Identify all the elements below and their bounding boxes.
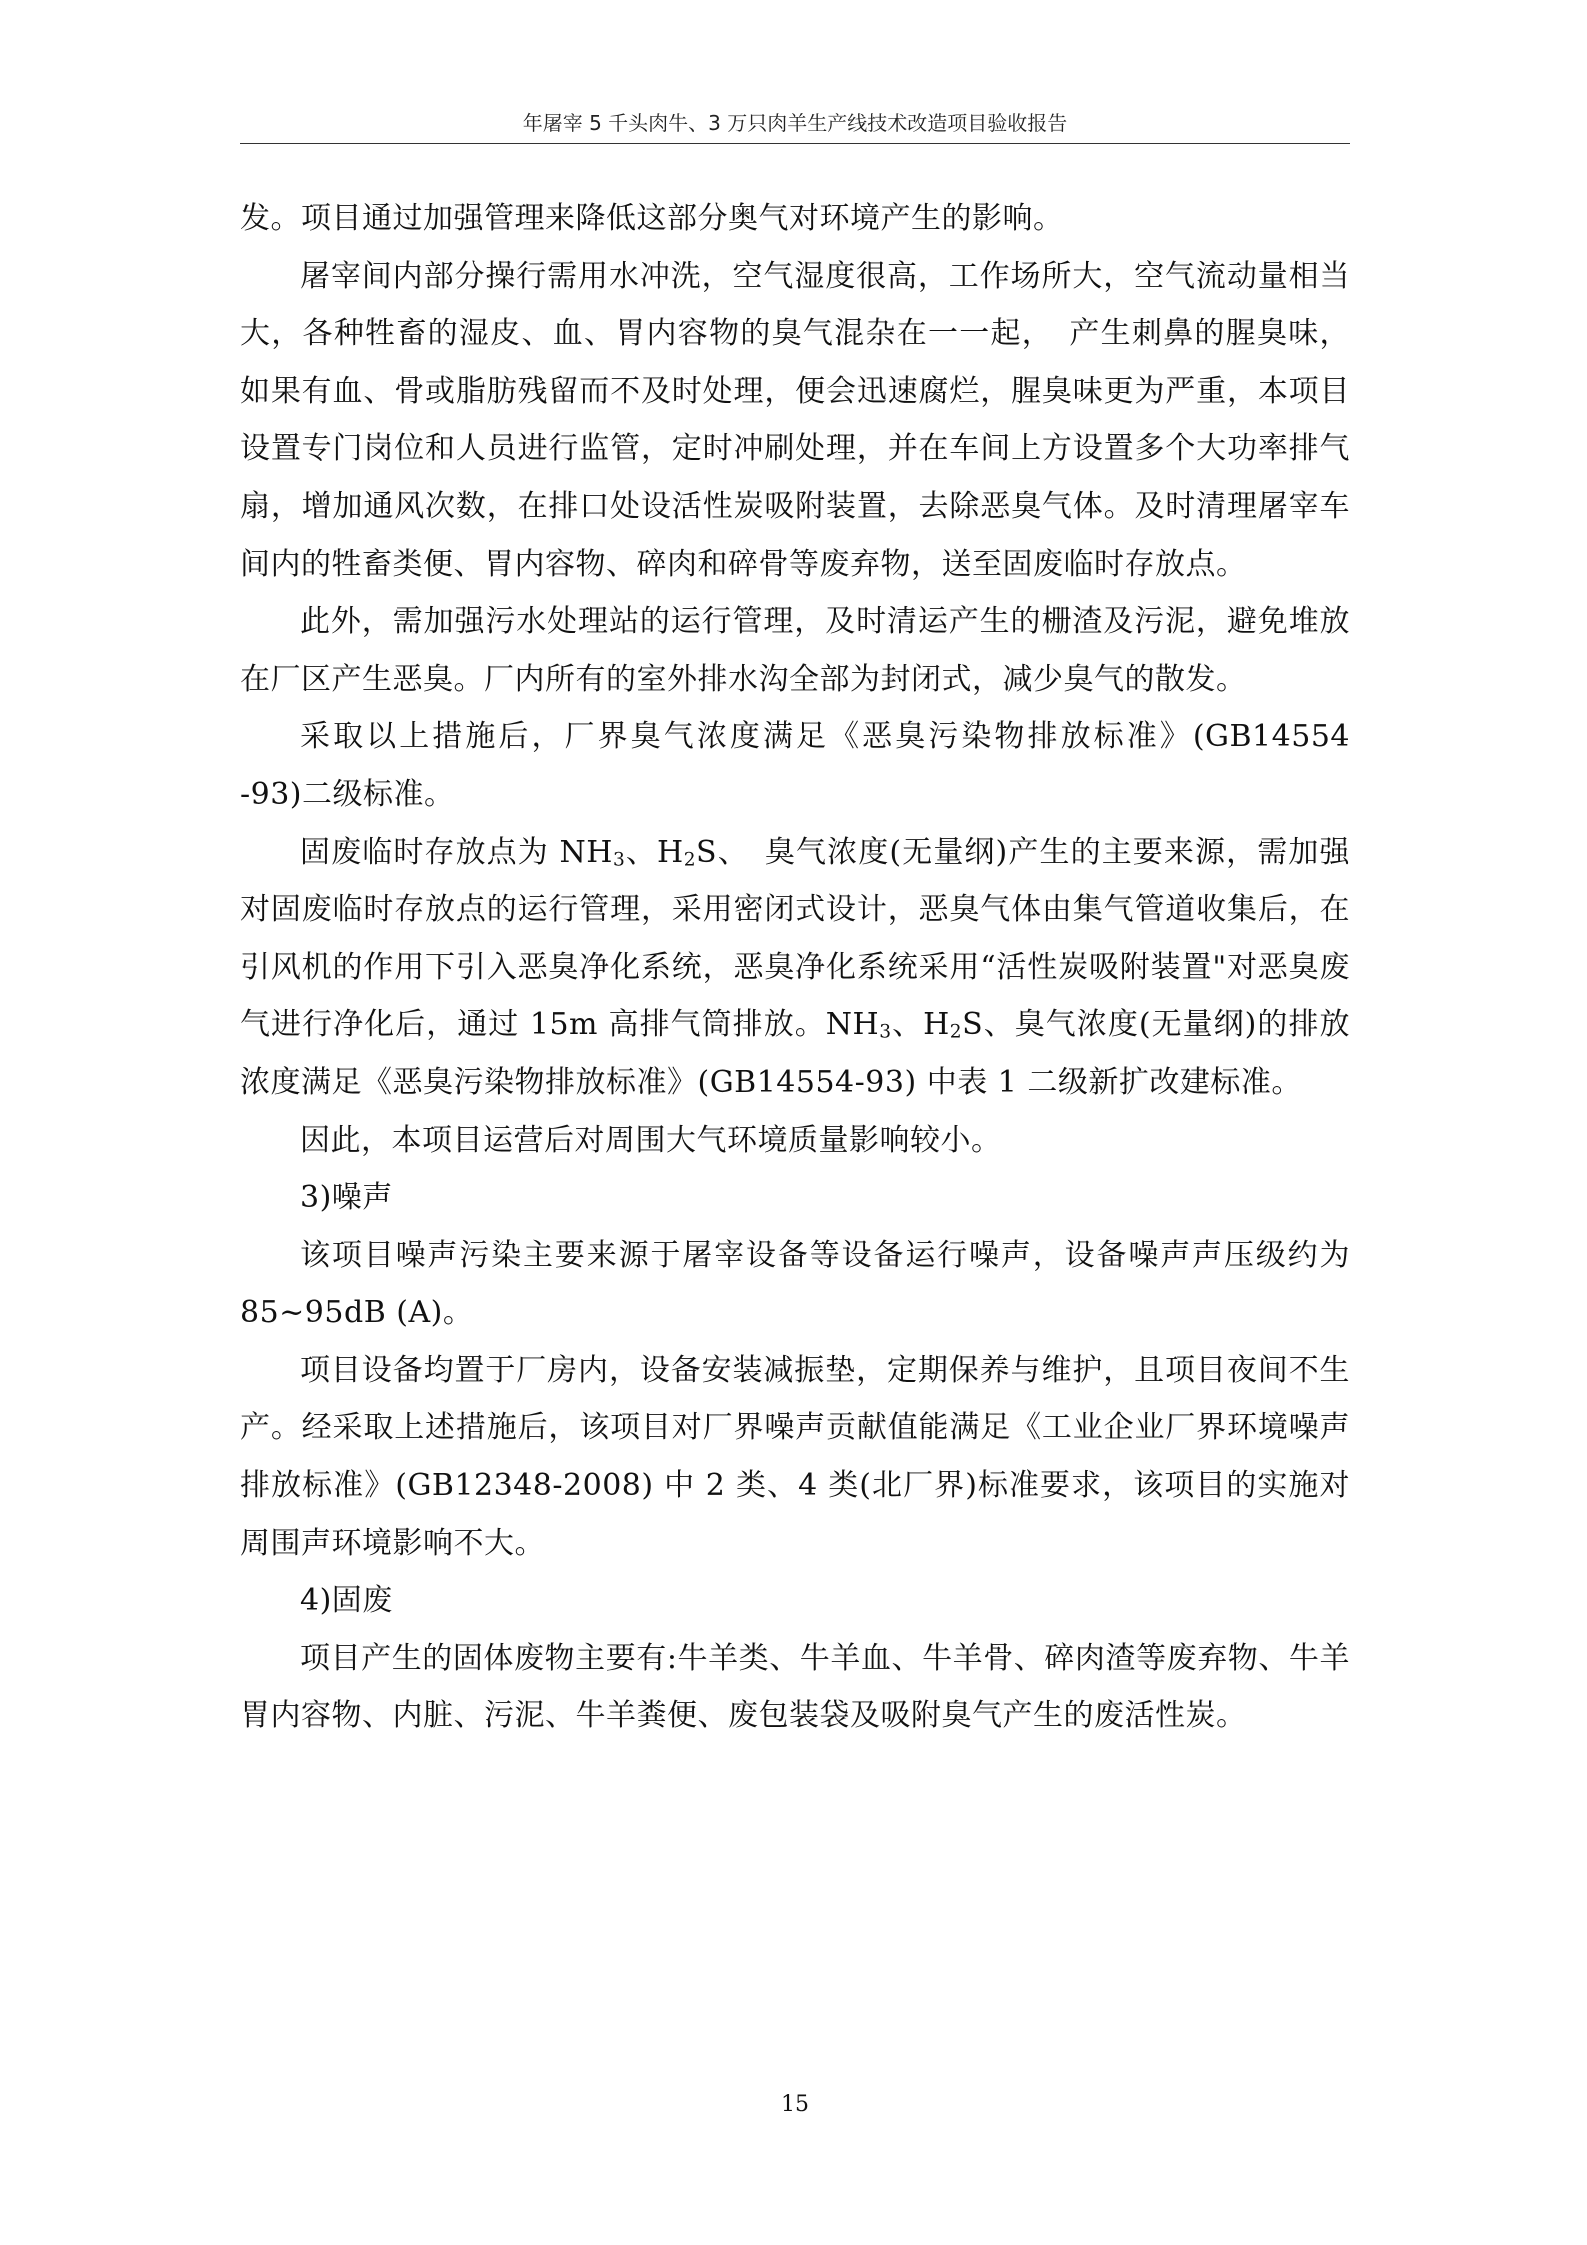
- subscript: 2: [683, 849, 697, 871]
- paragraph: 项目产生的固体废物主要有:牛羊类、牛羊血、牛羊骨、碎肉渣等废弃物、牛羊胃内容物、内脏、污泥、牛羊粪便、废包装袋及吸附臭气产生的废活性炭。: [240, 1640, 1350, 1734]
- paragraph: 该项目噪声污染主要来源于屠宰设备等设备运行噪声，设备噪声声压级约为 85~95dB (A)。: [240, 1237, 1350, 1331]
- paragraph-solid-waste-odor: [240, 824, 1350, 1112]
- page-number: 15: [781, 2092, 809, 2117]
- text-run: 固废临时存放点为 NH: [300, 834, 613, 870]
- document-body: [240, 190, 1350, 1745]
- header-divider: [240, 143, 1350, 144]
- subscript: 2: [949, 1022, 963, 1044]
- subscript: 3: [879, 1022, 892, 1044]
- paragraph: 发。项目通过加强管理来降低这部分奥气对环境产生的影响。: [240, 201, 1064, 236]
- text-run: 、H: [891, 1007, 950, 1043]
- page-header-title: 年屠宰 5 千头肉牛、3 万只肉羊生产线技术改造项目验收报告: [522, 111, 1068, 135]
- section-heading-solid-waste: 4)固废: [300, 1583, 393, 1619]
- text-run: S、 臭气浓度(无量纲)产生的主要来源，需加强对固废临时存放点的运行管理，采用密闭式设计，恶臭气体由集气管道收集后，在引风机的作用下引入恶臭净化系统，恶臭净化系统采用“活性炭吸附装置"对恶臭废气进行净化后，通过 15m 高排气筒排放。NH: [240, 834, 1350, 1043]
- paragraph: 屠宰间内部分操行需用水冲洗，空气湿度很高，工作场所大，空气流动量相当大，各种牲畜的湿皮、血、胃内容物的臭气混杂在一一起， 产生刺鼻的腥臭味，如果有血、骨或脂肪残留而不及时处理，便会迅速腐烂，腥臭味更为严重，本项目设置专门岗位和人员进行监管，定时冲刷处理，并在车间上方设置多个大功率排气扇，增加通风次数，在排口处设活性炭吸附装置，去除恶臭气体。及时清理屠宰车间内的牲畜类便、胃内容物、碎肉和碎骨等废弃物，送至固废临时存放点。: [240, 258, 1350, 582]
- paragraph: 因此，本项目运营后对周围大气环境质量影响较小。: [300, 1122, 1002, 1158]
- section-heading-noise: 3)噪声: [300, 1180, 393, 1216]
- paragraph: 此外，需加强污水处理站的运行管理，及时清运产生的栅渣及污泥，避免堆放在厂区产生恶臭。厂内所有的室外排水沟全部为封闭式，减少臭气的散发。: [240, 604, 1350, 697]
- subscript: 3: [612, 849, 626, 871]
- text-run: 、H: [625, 834, 684, 870]
- text-run: S、臭气浓度(无量纲)的排放浓度满足《恶臭污染物排放标准》(GB14554-93) 中表 1 二级新扩改建标准。: [240, 1007, 1350, 1100]
- paragraph: 项目设备均置于厂房内，设备安装减振垫，定期保养与维护，且项目夜间不生产。经采取上述措施后，该项目对厂界噪声贡献值能满足《工业企业厂界环境噪声排放标准》(GB12348-2008) 中 2 类、4 类(北厂界)标准要求，该项目的实施对周围声环境影响不大。: [240, 1352, 1350, 1561]
- paragraph: 采取以上措施后，厂界臭气浓度满足《恶臭污染物排放标准》(GB14554 -93)二级标准。: [240, 719, 1350, 812]
